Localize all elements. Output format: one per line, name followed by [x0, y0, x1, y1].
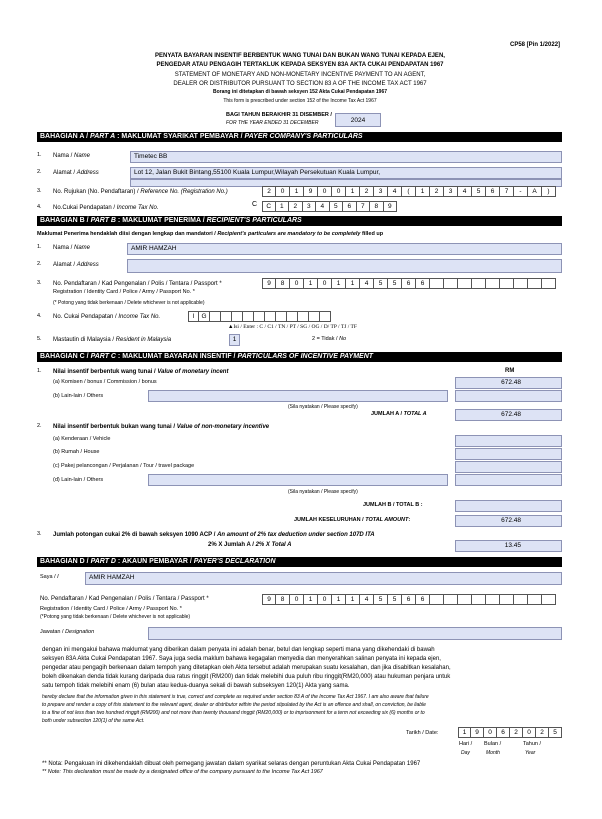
a-ref-digit-box-8[interactable]: 2 [360, 186, 374, 197]
d-reg-digit-box-6[interactable]: 1 [332, 594, 346, 605]
c-others-label: (b) Lain-lain / Others [53, 393, 104, 399]
c-monetary-label: Nilai insentif berbentuk wang tunai / Value of monetary incent [53, 369, 229, 375]
b-tax-digit-box-10[interactable] [287, 311, 298, 322]
d-month-label-en: Month [486, 750, 500, 756]
a-tax-digit-box-10[interactable]: 9 [384, 201, 398, 212]
d-date-boxes[interactable] [458, 727, 562, 738]
year-label-my: BAGI TAHUN BERAKHIR 31 DISEMBER / [226, 112, 332, 118]
c-vehicle-label: (a) Kenderaan / Vehicle [53, 436, 111, 442]
d-reg-note: (*Potong yang tidak berkenaan / Delete whichever is not applicable) [40, 614, 191, 620]
a-tax-boxes[interactable] [262, 201, 397, 212]
part-a-heading: BAHAGIAN A / PART A : MAKLUMAT SYARIKAT PEMBAYAR / PAYER COMPANY'S PARTICULARS [37, 132, 562, 142]
b-reg-note: (* Potong yang tidak berkenaan / Delete whichever is not applicable) [53, 300, 205, 306]
d-date-digit-box-6[interactable]: 0 [523, 727, 536, 738]
prescribed-my: Borang ini ditetapkan di bawah seksyen 152 Akta Cukai Pendapatan 1967 [212, 89, 388, 95]
b-reg-digit-box-18[interactable] [500, 278, 514, 289]
d-decl-my-1: dengan ini mengakui bahawa maklumat yang diberikan dalam penyata ini adalah benar, betul dan lengkap seperti mana yang dikehendaki di bawah [42, 647, 435, 653]
a-ref-digit-box-3[interactable]: 1 [290, 186, 304, 197]
b-mandatory-note: Maklumat Penerima hendaklah diisi dengan lengkap dan mandatori / Recipient's particulars are mandatory to be completely filled up [37, 231, 384, 237]
b-tax-digit-box-4[interactable] [221, 311, 232, 322]
a-ref-digit-box-20[interactable]: A [528, 186, 542, 197]
c-house-label: (b) Rumah / House [53, 449, 100, 455]
d-year-label-en: Year [525, 750, 536, 756]
d-reg-digit-box-17[interactable] [486, 594, 500, 605]
d-year-label: Tahun / [523, 741, 542, 747]
b-reg-label-2: Registration / Identity Card / Police / Army / Passport No. * [53, 289, 195, 295]
b-item-2-num: 2. [37, 261, 42, 267]
a-ref-boxes[interactable] [262, 186, 556, 197]
a-ref-digit-box-17[interactable]: 6 [486, 186, 500, 197]
a-ref-digit-box-21[interactable]: ) [542, 186, 556, 197]
d-reg-digit-box-4[interactable]: 1 [304, 594, 318, 605]
b-tax-boxes[interactable] [188, 311, 331, 322]
b-name-field[interactable]: AMIR HAMZAH [127, 243, 562, 255]
a-ref-digit-box-16[interactable]: 5 [472, 186, 486, 197]
a-item-2-num: 2. [37, 169, 42, 175]
b-reg-digit-box-11[interactable]: 6 [402, 278, 416, 289]
part-c-heading: BAHAGIAN C / PART C : MAKLUMAT BAYARAN INSENTIF / PARTICULARS OF INCENTIVE PAYMENT [37, 352, 562, 362]
c-total-a-field[interactable]: 672.48 [455, 409, 562, 421]
d-decl-en-4: both under subsection 120(1) of the same Act. [42, 718, 145, 724]
b-item-3-num: 3. [37, 280, 42, 286]
a-address-label: Alamat / Address [53, 170, 99, 176]
a-name-field[interactable]: Timetec BB [130, 151, 562, 163]
c-travel-field[interactable] [455, 461, 562, 473]
d-date-digit-box-2[interactable]: 9 [471, 727, 484, 738]
c-total-b-field[interactable] [455, 500, 562, 512]
b-reg-digit-box-2[interactable]: 8 [276, 278, 290, 289]
a-ref-digit-box-6[interactable]: 0 [332, 186, 346, 197]
b-reg-digit-box-16[interactable] [472, 278, 486, 289]
form-code: CP58 [Pin 1/2022] [510, 42, 561, 48]
d-reg-digit-box-10[interactable]: 5 [388, 594, 402, 605]
a-ref-digit-box-2[interactable]: 0 [276, 186, 290, 197]
c-nm-others-field[interactable] [455, 474, 562, 486]
c-total-a-label: JUMLAH A / TOTAL A [371, 411, 427, 417]
b-item-4-num: 4. [37, 313, 42, 319]
b-reg-digit-box-6[interactable]: 1 [332, 278, 346, 289]
b-resident-field[interactable]: 1 [229, 334, 240, 346]
b-tax-digit-box-6[interactable] [243, 311, 254, 322]
d-reg-digit-box-8[interactable]: 4 [360, 594, 374, 605]
b-reg-digit-box-21[interactable] [542, 278, 556, 289]
d-reg-boxes[interactable] [262, 594, 556, 605]
d-reg-digit-box-5[interactable]: 0 [318, 594, 332, 605]
d-date-label: Tarikh / Date: [406, 730, 439, 736]
c-commission-field[interactable]: 672.48 [455, 377, 562, 389]
a-tax-digit-box-1[interactable]: C [262, 201, 276, 212]
a-ref-label: No. Rujukan (No. Pendaftaran) / Reference No. (Registration No.) [53, 189, 228, 195]
d-reg-digit-box-15[interactable] [458, 594, 472, 605]
a-ref-digit-box-9[interactable]: 3 [374, 186, 388, 197]
c-specify-note-2: (Sila nyatakan / Please specify) [288, 489, 358, 495]
a-tax-digit-box-5[interactable]: 4 [316, 201, 330, 212]
d-reg-digit-box-13[interactable] [430, 594, 444, 605]
d-reg-digit-box-18[interactable] [500, 594, 514, 605]
b-address-field[interactable] [127, 259, 562, 273]
d-date-digit-box-7[interactable]: 2 [536, 727, 549, 738]
b-tax-digit-box-5[interactable] [232, 311, 243, 322]
d-decl-my-3: pengedar atau pengagih berkenaan dalam tempoh yang ditetapkan oleh Akta tersebut adalah merupakan suatu kesalahan, dan jika disabitkan kesalahan, [42, 665, 451, 671]
c-grand-total-label: JUMLAH KESELURUHAN / TOTAL AMOUNT: [294, 517, 411, 523]
title-my-2: PENGEDAR ATAU PENGAGIH TERTAKLUK KEPADA SEKSYEN 83A AKTA CUKAI PENDAPATAN 1967 [156, 62, 444, 68]
b-name-label: Nama / Name [53, 245, 91, 251]
d-decl-my-5: satu tempoh tidak melebihi enam (6) bulan atau kedua-duanya sekali di bawah subseksyen 120(1) Akta yang sama. [42, 683, 350, 689]
b-reg-digit-box-8[interactable]: 4 [360, 278, 374, 289]
b-tax-digit-box-9[interactable] [276, 311, 287, 322]
d-note-en: ** Note: This declaration must be made by a designated office of the company pursuant to the Income Tax Act 1967 [42, 769, 323, 775]
a-ref-digit-box-13[interactable]: 2 [430, 186, 444, 197]
title-my-1: PENYATA BAYARAN INSENTIF BERBENTUK WANG TUNAI DAN BUKAN WANG TUNAI KEPADA EJEN, [155, 53, 445, 59]
d-reg-digit-box-9[interactable]: 5 [374, 594, 388, 605]
a-item-4-num: 4. [37, 204, 42, 210]
b-tax-digit-box-11[interactable] [298, 311, 309, 322]
c-nm-others-specify-field[interactable] [148, 474, 448, 486]
year-field[interactable]: 2024 [335, 113, 381, 127]
a-tax-digit-box-6[interactable]: 5 [330, 201, 344, 212]
d-reg-label-2: Registration / Identity Card / Police / Army / Passport No. * [40, 606, 182, 612]
prescribed-en: This form is prescribed under section 152 of the Income Tax Act 1967 [223, 98, 377, 104]
b-tax-digit-box-2[interactable]: G [199, 311, 210, 322]
a-ref-digit-box-4[interactable]: 9 [304, 186, 318, 197]
a-address-field[interactable]: Lot 12, Jalan Bukit Bintang,55100 Kuala Lumpur,Wilayah Persekutuan Kuala Lumpur, [130, 167, 562, 179]
d-reg-digit-box-7[interactable]: 1 [346, 594, 360, 605]
d-note-my: ** Nota: Pengakuan ini dikehendaklah dibuat oleh pemegang jawatan dalam syarikat selaras dengan peruntukan Akta Cukai Pendapatan 1967 [42, 761, 421, 767]
a-tax-label: No.Cukai Pendapatan / Income Tax No. [53, 205, 159, 211]
c-others-specify-field[interactable] [148, 390, 448, 402]
d-date-digit-box-3[interactable]: 0 [484, 727, 497, 738]
part-d-heading: BAHAGIAN D / PART D : AKAUN PEMBAYAR / PAYER'S DECLARATION [37, 557, 562, 567]
b-tax-digit-box-13[interactable] [320, 311, 331, 322]
b-tax-digit-box-1[interactable]: I [188, 311, 199, 322]
a-ref-digit-box-10[interactable]: 4 [388, 186, 402, 197]
b-resident-note: 2 = Tidak / No [312, 336, 347, 342]
b-reg-digit-box-17[interactable] [486, 278, 500, 289]
b-tax-label: No. Cukai Pendapatan / Income Tax No. [53, 314, 161, 320]
b-resident-label: Mastautin di Malaysia / Resident in Malaysia [53, 337, 172, 343]
a-tax-prefix: C [252, 201, 258, 208]
d-month-label: Bulan / [484, 741, 502, 747]
c-nonmonetary-label: Nilai insentif berbentuk bukan wang tunai / Value of non-monetary incentive [53, 424, 270, 430]
d-decl-en-2: to prepare and render a copy of this statement to the relevant agent, dealer or distributor within the period stipulated by the Act is an offence and shall, on conviction, be liable [42, 702, 426, 708]
a-ref-digit-box-11[interactable]: ( [402, 186, 416, 197]
b-reg-digit-box-5[interactable]: 0 [318, 278, 332, 289]
c-grand-total-field[interactable]: 672.48 [455, 515, 562, 527]
b-reg-digit-box-1[interactable]: 9 [262, 278, 276, 289]
b-tax-codes: ▲Isi / Enter : C / C1 / TN / PT / SG / OG / D/ TP / TJ / TF [228, 324, 357, 330]
b-reg-boxes[interactable] [262, 278, 556, 289]
d-day-label: Hari / [459, 741, 473, 747]
d-date-digit-box-5[interactable]: 2 [510, 727, 523, 738]
part-b-heading: BAHAGIAN B / PART B : MAKLUMAT PENERIMA / RECIPIENT'S PARTICULARS [37, 216, 562, 226]
d-reg-digit-box-16[interactable] [472, 594, 486, 605]
a-ref-digit-box-15[interactable]: 4 [458, 186, 472, 197]
c-deduction-field[interactable]: 13.45 [455, 540, 562, 552]
d-reg-digit-box-11[interactable]: 6 [402, 594, 416, 605]
c-others-field[interactable] [455, 390, 562, 402]
b-reg-digit-box-12[interactable]: 6 [416, 278, 430, 289]
c-deduction-label: Jumlah potongan cukai 2% di bawah seksyen 1090 ACP / An amount of 2% tax deduction under section 107D ITA [53, 532, 375, 538]
d-date-digit-box-1[interactable]: 1 [458, 727, 471, 738]
c-item-3-num: 3. [37, 531, 42, 537]
d-i-field[interactable]: AMIR HAMZAH [85, 572, 562, 585]
d-designation-label: Jawatan / Designation [40, 629, 95, 635]
d-decl-en-1: hereby declare that the information given in this statement is true, correct and complete as required under section 83 A of the Income Tax Act 1967. I am also aware that failure [42, 694, 429, 700]
d-decl-my-4: boleh dikenakan denda tidak kurang daripada dua ratus ringgit (RM200) dan tidak melebihi dua puluh ribu ringgit(RM20,000) atau hukuman penjara untuk [42, 674, 451, 680]
a-ref-digit-box-14[interactable]: 3 [444, 186, 458, 197]
c-vehicle-field[interactable] [455, 435, 562, 447]
title-en-2: DEALER OR DISTRIBUTOR PURSUANT TO SECTION 83 A OF THE INCOME TAX ACT 1967 [173, 81, 427, 87]
c-travel-label: (c) Pakej pelancongan / Perjalanan / Tour / travel package [53, 463, 195, 469]
d-date-digit-box-8[interactable]: 5 [549, 727, 562, 738]
b-tax-digit-box-7[interactable] [254, 311, 265, 322]
c-rm-label: RM [505, 368, 515, 374]
a-name-label: Nama / Name [53, 153, 91, 159]
a-tax-digit-box-2[interactable]: 1 [276, 201, 290, 212]
d-reg-digit-box-2[interactable]: 8 [276, 594, 290, 605]
d-reg-digit-box-14[interactable] [444, 594, 458, 605]
b-reg-digit-box-4[interactable]: 1 [304, 278, 318, 289]
d-decl-my-2: seksyen 83A Akta Cukai Pendapatan 1967. Saya juga sedia maklum bahawa kegagalan menyedia dan menyerahkan salinan penyata ini kepada ejen, [42, 656, 441, 662]
b-tax-digit-box-12[interactable] [309, 311, 320, 322]
b-reg-digit-box-10[interactable]: 5 [388, 278, 402, 289]
b-reg-label: No. Pendaftaran / Kad Pengenalan / Polis / Tentara / Passport * [53, 281, 222, 287]
b-address-label: Alamat / Address [53, 262, 99, 268]
b-tax-digit-box-3[interactable] [210, 311, 221, 322]
a-ref-digit-box-18[interactable]: 7 [500, 186, 514, 197]
b-reg-digit-box-14[interactable] [444, 278, 458, 289]
a-tax-digit-box-4[interactable]: 3 [303, 201, 317, 212]
c-item-1-num: 1. [37, 368, 42, 374]
d-i-label: Saya / I [40, 574, 59, 580]
b-reg-digit-box-7[interactable]: 1 [346, 278, 360, 289]
a-tax-digit-box-9[interactable]: 8 [370, 201, 384, 212]
b-reg-digit-box-15[interactable] [458, 278, 472, 289]
b-reg-digit-box-20[interactable] [528, 278, 542, 289]
d-reg-digit-box-3[interactable]: 0 [290, 594, 304, 605]
d-reg-digit-box-20[interactable] [528, 594, 542, 605]
c-house-field[interactable] [455, 448, 562, 460]
a-item-1-num: 1. [37, 152, 42, 158]
a-tax-digit-box-3[interactable]: 2 [289, 201, 303, 212]
d-designation-field[interactable] [148, 627, 562, 640]
d-reg-digit-box-12[interactable]: 6 [416, 594, 430, 605]
c-specify-note: (Sila nyatakan / Please specify) [288, 404, 358, 410]
b-reg-digit-box-13[interactable] [430, 278, 444, 289]
title-en-1: STATEMENT OF MONETARY AND NON-MONETARY INCENTIVE PAYMENT TO AN AGENT, [174, 72, 426, 78]
a-tax-digit-box-8[interactable]: 7 [357, 201, 371, 212]
c-total-b-label: JUMLAH B / TOTAL B : [363, 502, 423, 508]
c-nm-others-label: (d) Lain-lain / Others [53, 477, 104, 483]
c-item-2-num: 2. [37, 423, 42, 429]
b-item-5-num: 5. [37, 336, 42, 342]
d-reg-digit-box-1[interactable]: 9 [262, 594, 276, 605]
a-ref-digit-box-7[interactable]: 1 [346, 186, 360, 197]
b-tax-digit-box-8[interactable] [265, 311, 276, 322]
b-reg-digit-box-9[interactable]: 5 [374, 278, 388, 289]
b-reg-digit-box-19[interactable] [514, 278, 528, 289]
d-date-digit-box-4[interactable]: 6 [497, 727, 510, 738]
d-day-label-en: Day [461, 750, 470, 756]
a-ref-digit-box-12[interactable]: 1 [416, 186, 430, 197]
d-reg-digit-box-19[interactable] [514, 594, 528, 605]
year-label-en: FOR THE YEAR ENDED 31 DECEMBER [226, 120, 319, 126]
b-reg-digit-box-3[interactable]: 0 [290, 278, 304, 289]
c-commission-label: (a) Komisen / bonus / Commission / bonus [53, 379, 157, 385]
d-reg-label: No. Pendaftaran / Kad Pengenalan / Polis / Tentara / Passport * [40, 596, 209, 602]
b-item-1-num: 1. [37, 244, 42, 250]
c-deduction-formula: 2% X Jumlah A / 2% X Total A [208, 542, 292, 548]
d-reg-digit-box-21[interactable] [542, 594, 556, 605]
a-item-3-num: 3. [37, 188, 42, 194]
a-ref-digit-box-5[interactable]: 0 [318, 186, 332, 197]
a-ref-digit-box-1[interactable]: 2 [262, 186, 276, 197]
d-decl-en-3: to a fine of not less than two hundred ringgit (RM200) and not more than twenty thousand ringgit (RM20,000) or to imprisonment for a term not exceeding six (6) months or to [42, 710, 425, 716]
a-tax-digit-box-7[interactable]: 6 [343, 201, 357, 212]
a-ref-digit-box-19[interactable]: - [514, 186, 528, 197]
